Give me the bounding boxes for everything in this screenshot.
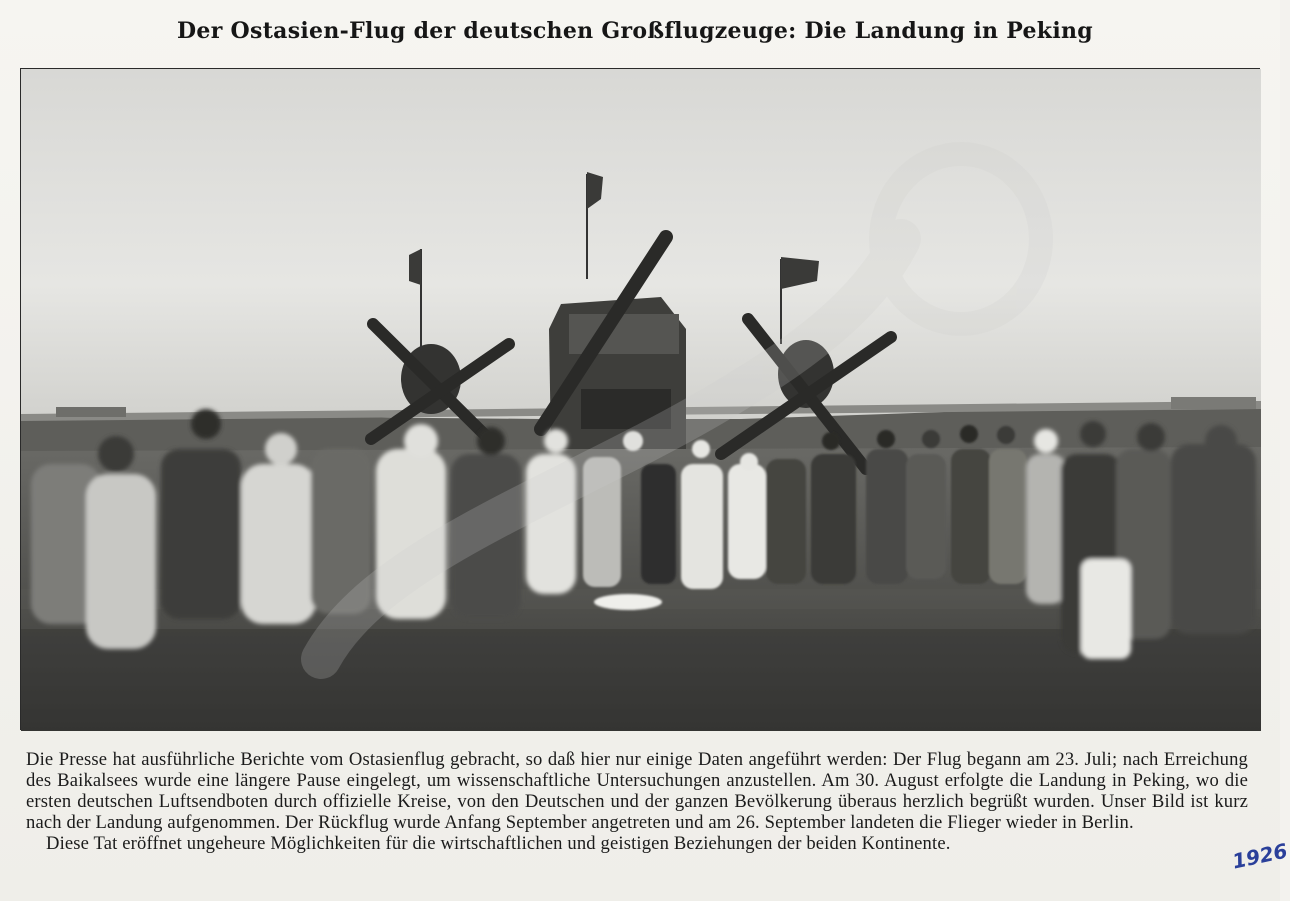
photograph-landing-peking: [20, 68, 1260, 730]
photo-illustration: [21, 69, 1261, 731]
handwritten-year-annotation: 1926: [1230, 838, 1290, 874]
caption-closing-sentence: Diese Tat eröffnet ungeheure Möglichkeiten für die wirtschaftlichen und geistigen Beziehungen der beiden Kontinente.: [46, 833, 951, 854]
article-caption: [26, 749, 1248, 854]
caption-paragraph: Die Presse hat ausführliche Berichte vom Ostasienflug gebracht, so daß hier nur einige Daten angeführt werden: Der Flug begann am 23. Juli; nach Erreichung des Baikalsees wurde eine längere Pause eingelegt, um wissenschaftliche Untersuchungen anzustellen. Am 30. August erfolgte die Landung in Peking, wo die ersten deutschen Luftsendboten durch offizielle Kreise, von den Deutschen und der ganzen Bevölkerung überaus herzlich begrüßt wurden. Unser Bild ist kurz nach der Landung aufgenommen. Der Rückflug wurde Anfang September angetreten und am 26. September landeten die Flieger wieder in Berlin.: [26, 749, 1248, 833]
page-headline: Der Ostasien-Flug der deutschen Großflugzeuge: Die Landung in Peking: [177, 18, 1093, 44]
